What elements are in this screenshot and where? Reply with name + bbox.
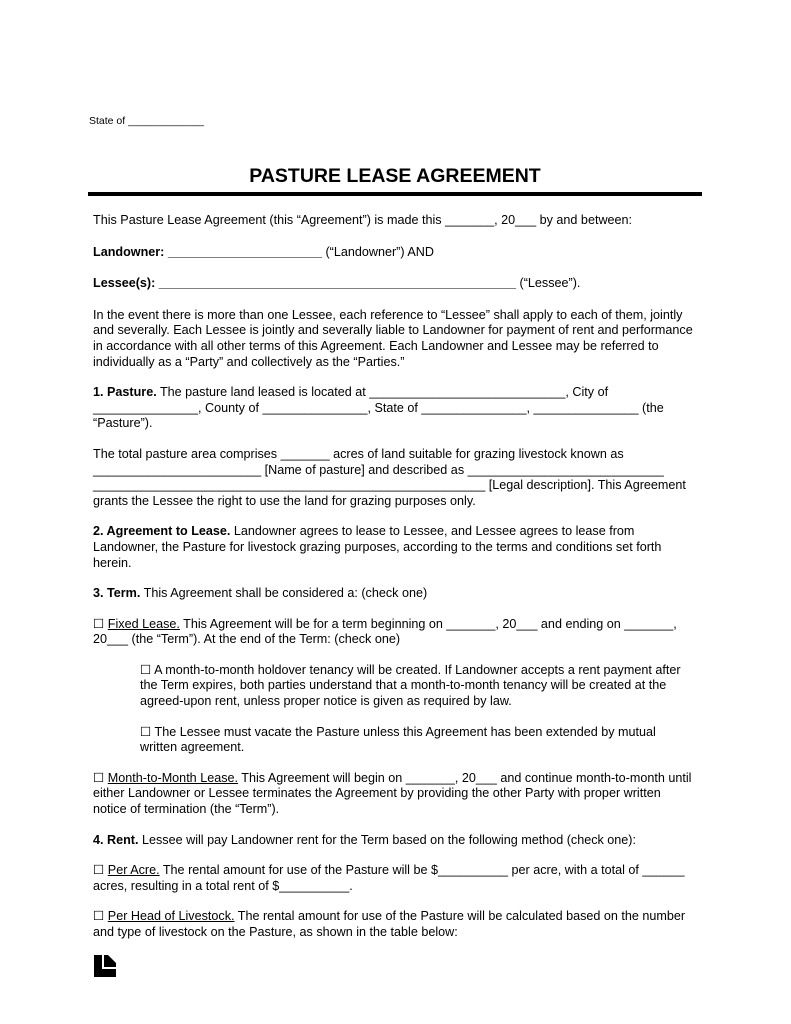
per-head-option — [93, 909, 695, 940]
section-agreement-heading: 2. Agreement to Lease. — [93, 524, 231, 539]
per-head-text: The rental amount for use of the Pasture will be calculated based on the number and type of livestock on the Pasture, as shown in the table below: — [93, 909, 686, 939]
title-divider — [88, 192, 702, 196]
fixed-lease-text: This Agreement will be for a term beginning on _______, 20___ and ending on _______, 20___ (the “Term”). At the end of the Term: (check one) — [93, 616, 677, 647]
month-to-month-text: This Agreement will begin on _______, 20___ and continue month-to-month until either Landowner or Lessee terminates the Agreement by providing the other Party with proper written notice of termination (the “Term”). — [93, 770, 692, 817]
multiple-lessee-paragraph: In the event there is more than one Lessee, each reference to “Lessee” shall apply to each of them, jointly and severally. Each Lessee is jointly and severally liable to Landowner for payment of rent and performance in accordance with all other terms of this Agreement. Each Landowner and Lessee may be referred to individually as a “Party” and collectively as the “Parties.” — [93, 307, 693, 369]
per-head-label: Per Head of Livestock. — [107, 909, 235, 924]
fixed-lease-option — [93, 617, 695, 648]
state-line: State of _____________ — [89, 115, 205, 127]
lessee-label: Lessee(s): — [93, 276, 156, 291]
intro-paragraph: This Pasture Lease Agreement (this “Agreement”) is made this _______, 20___ by and between: — [93, 213, 633, 227]
per-head-checkbox[interactable]: ☐ — [93, 909, 108, 924]
section-agreement-to-lease — [93, 524, 695, 571]
per-acre-option — [93, 863, 695, 894]
fixed-lease-checkbox[interactable]: ☐ — [93, 616, 108, 631]
month-to-month-checkbox[interactable]: ☐ — [93, 770, 108, 785]
landowner-rest: (“Landowner”) AND — [321, 244, 434, 259]
per-acre-label: Per Acre. — [107, 863, 160, 878]
fixed-lease-label: Fixed Lease. — [107, 616, 180, 631]
per-acre-text: The rental amount for use of the Pasture will be $__________ per acre, with a total of ______ acres, resulting in a total rent of $__________. — [93, 863, 685, 893]
section-term — [93, 586, 695, 602]
landowner-blank[interactable]: ______________________ — [164, 244, 322, 259]
document-body — [93, 213, 695, 941]
section-rent — [93, 833, 695, 849]
section-rent-heading: 4. Rent. — [93, 832, 139, 847]
section-term-text: This Agreement shall be considered a: (check one) — [140, 586, 428, 601]
landowner-label: Landowner: — [93, 244, 165, 259]
landowner-line — [93, 245, 695, 261]
section-pasture-heading: 1. Pasture. — [93, 385, 157, 400]
per-acre-checkbox[interactable]: ☐ — [93, 863, 108, 878]
holdover-option[interactable]: ☐ A month-to-month holdover tenancy will be created. If Landowner accepts a rent payment after the Term expires, both parties understand that a month-to-month tenancy will be created at the agreed-upon rent, unless proper notice is given as required by law. — [140, 662, 681, 709]
month-to-month-option — [93, 771, 695, 818]
section-pasture — [93, 385, 695, 432]
lessee-blank[interactable]: ___________________________________________________ — [155, 276, 517, 291]
legal-document-logo-icon — [94, 955, 116, 977]
section-term-heading: 3. Term. — [93, 586, 141, 601]
section-agreement-text: Landowner agrees to lease to Lessee, and Lessee agrees to lease from Landowner, the Pasture for livestock grazing purposes, according to the terms and conditions set forth herein. — [93, 524, 662, 570]
month-to-month-label: Month-to-Month Lease. — [107, 770, 239, 785]
section-rent-text: Lessee will pay Landowner rent for the Term based on the following method (check one): — [138, 832, 637, 847]
vacate-option[interactable]: ☐ The Lessee must vacate the Pasture unless this Agreement has been extended by mutual written agreement. — [140, 724, 656, 755]
lessee-line — [93, 276, 695, 292]
pasture-area-paragraph: The total pasture area comprises _______ acres of land suitable for grazing livestock known as ________________________ [Name of pasture] and described as ____________________________ ________________________________________________________ [Legal description]. This Agreement grants the Lessee the right to use the land for grazing purposes only. — [93, 446, 686, 508]
document-title: PASTURE LEASE AGREEMENT — [249, 165, 541, 187]
section-pasture-text: The pasture land leased is located at ____________________________, City of _______________, County of _______________, State of _______________, _______________ (the “Pasture”). — [93, 385, 664, 431]
lessee-rest: (“Lessee”). — [516, 276, 581, 291]
